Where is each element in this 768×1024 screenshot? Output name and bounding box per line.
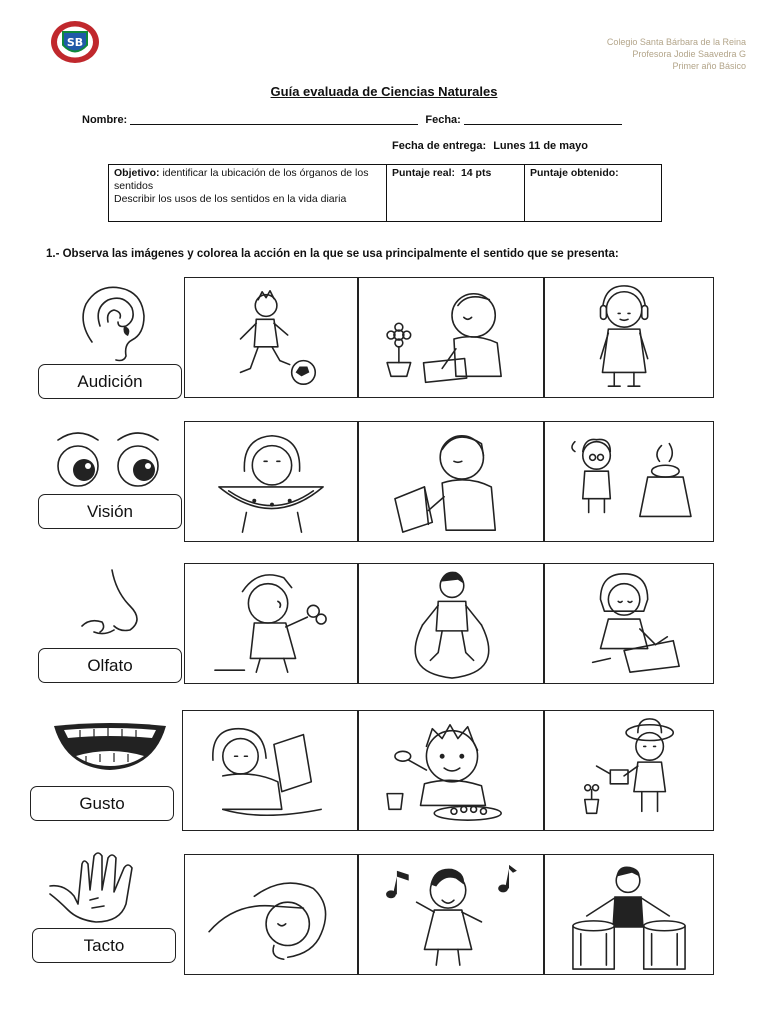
option-girl-eating-watermelon[interactable] bbox=[184, 421, 358, 542]
objective-cell bbox=[109, 165, 387, 221]
score-obtained-label: Puntaje obtenido: bbox=[530, 167, 619, 179]
score-real-value: 14 pts bbox=[460, 167, 492, 179]
sense-label-vision: Visión bbox=[38, 494, 182, 529]
score-obtained-cell bbox=[525, 165, 661, 221]
option-girl-with-headphones[interactable] bbox=[544, 277, 714, 398]
date-label: Fecha: bbox=[425, 114, 461, 126]
eyes-icon bbox=[50, 428, 170, 490]
due-date bbox=[392, 140, 588, 152]
option-boy-jumping-rope[interactable] bbox=[358, 563, 544, 684]
objective-text: identificar la ubicación de los órganos de los sentidos bbox=[114, 167, 369, 192]
name-date-line bbox=[82, 114, 622, 126]
option-girl-writing[interactable] bbox=[544, 563, 714, 684]
sense-label-tacto: Tacto bbox=[32, 928, 176, 963]
option-boy-reading-book[interactable] bbox=[358, 421, 544, 542]
option-child-kicking-ball[interactable] bbox=[184, 277, 358, 398]
score-real-cell bbox=[387, 165, 525, 221]
sense-label-gusto: Gusto bbox=[30, 786, 174, 821]
option-boy-drawing-flower[interactable] bbox=[358, 277, 544, 398]
option-boy-eating[interactable] bbox=[358, 710, 544, 831]
sense-label-audicion: Audición bbox=[38, 364, 182, 399]
due-label: Fecha de entrega: bbox=[392, 140, 487, 152]
option-man-playing-drums[interactable] bbox=[544, 854, 714, 975]
hand-icon bbox=[48, 850, 152, 924]
option-child-sleeping[interactable] bbox=[184, 854, 358, 975]
option-girl-watering-plant[interactable] bbox=[544, 710, 714, 831]
school-logo bbox=[48, 18, 102, 66]
date-field[interactable] bbox=[464, 124, 622, 125]
teacher-name: Profesora Jodie Saavedra G bbox=[632, 49, 746, 59]
ear-icon bbox=[72, 282, 152, 364]
sense-label-olfato: Olfato bbox=[38, 648, 182, 683]
option-girl-reading-in-bed[interactable] bbox=[182, 710, 358, 831]
question-text: 1.- Observa las imágenes y colorea la acción en la que se usa principalmente el sentido que se presenta: bbox=[46, 248, 619, 260]
name-label: Nombre: bbox=[82, 114, 128, 126]
mouth-icon bbox=[50, 716, 170, 774]
objective-table bbox=[108, 164, 662, 222]
name-field[interactable] bbox=[130, 124, 418, 125]
option-girl-smelling-flower[interactable] bbox=[184, 563, 358, 684]
school-name: Colegio Santa Bárbara de la Reina bbox=[606, 37, 746, 47]
option-child-smelling-food[interactable] bbox=[544, 421, 714, 542]
nose-icon bbox=[72, 566, 156, 638]
school-header bbox=[607, 36, 746, 72]
score-real-label: Puntaje real: bbox=[392, 167, 456, 179]
objective-text-2: Describir los usos de los sentidos en la vida diaria bbox=[114, 193, 347, 205]
page-title: Guía evaluada de Ciencias Naturales bbox=[270, 84, 498, 99]
objective-label: Objetivo: bbox=[114, 167, 160, 179]
option-girl-dancing-music[interactable] bbox=[358, 854, 544, 975]
due-value: Lunes 11 de mayo bbox=[493, 140, 588, 152]
grade-level: Primer año Básico bbox=[672, 61, 746, 71]
svg-text:SB: SB bbox=[66, 36, 84, 49]
